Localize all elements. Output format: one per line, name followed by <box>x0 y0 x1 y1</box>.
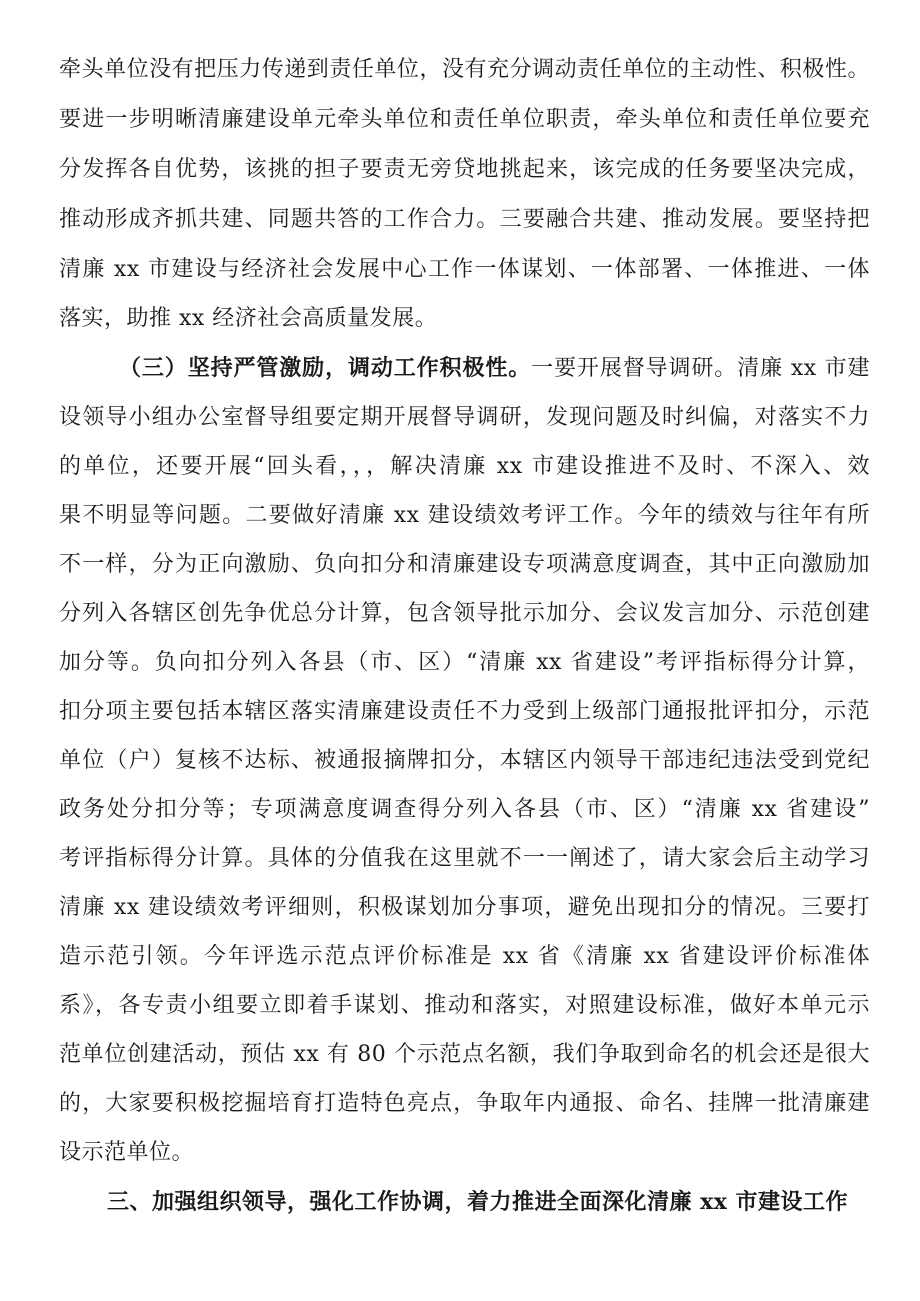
paragraph-line: 不一样，分为正向激励、负向扣分和清廉建设专项满意度调查，其中正向激励加 <box>59 552 870 577</box>
paragraph-line: 考评指标得分计算。具体的分值我在这里就不一一阐述了，请大家会后主动学习 <box>59 846 870 871</box>
subsection-heading: （三）坚持严管激励，调动工作积极性。 <box>119 355 532 381</box>
paragraph-line: 加分等。负向扣分列入各县（市、区）“清廉 xx 省建设”考评指标得分计算， <box>59 650 870 675</box>
paragraph-line: 分发挥各自优势，该挑的担子要责无旁贷地挑起来，该完成的任务要坚决完成， <box>59 157 870 182</box>
paragraph-line: 范单位创建活动，预估 xx 有 80 个示范点名额，我们争取到命名的机会还是很大 <box>59 1042 870 1067</box>
paragraph-text: 一要开展督导调研。清廉 xx 市建 <box>531 356 870 381</box>
paragraph-line: 设领导小组办公室督导组要定期开展督导调研，发现问题及时纠偏，对落实不力 <box>59 405 870 430</box>
paragraph-line: 牵头单位没有把压力传递到责任单位，没有充分调动责任单位的主动性、积极性。 <box>59 57 870 82</box>
paragraph-line: 果不明显等问题。二要做好清廉 xx 建设绩效考评工作。今年的绩效与往年有所 <box>59 503 870 528</box>
paragraph-line: 推动形成齐抓共建、同题共答的工作合力。三要融合共建、推动发展。要坚持把 <box>59 207 870 232</box>
paragraph-line: 系》，各专责小组要立即着手谋划、推动和落实，对照建设标准，做好本单元示 <box>59 993 870 1018</box>
paragraph-first-line <box>119 350 870 386</box>
paragraph-line: 的单位，还要开展“回头看，，，解决清廉 xx 市建设推进不及时、不深入、效 <box>59 454 870 479</box>
paragraph-line: 政务处分扣分等；专项满意度调查得分列入各县（市、区）“清廉 xx 省建设” <box>59 797 870 822</box>
paragraph-line: 分列入各辖区创先争优总分计算，包含领导批示加分、会议发言加分、示范创建 <box>59 601 870 626</box>
paragraph-line: 清廉 xx 建设绩效考评细则，积极谋划加分事项，避免出现扣分的情况。三要打 <box>59 895 870 920</box>
paragraph-line: 设示范单位。 <box>59 1140 195 1165</box>
section-heading: 三、加强组织领导，强化工作协调，着力推进全面深化清廉 xx 市建设工作 <box>107 1189 849 1215</box>
paragraph-line: 清廉 xx 市建设与经济社会发展中心工作一体谋划、一体部署、一体推进、一体 <box>59 257 870 282</box>
paragraph-line: 的，大家要积极挖掘培育打造特色亮点，争取年内通报、命名、挂牌一批清廉建 <box>59 1091 870 1116</box>
paragraph-line: 落实，助推 xx 经济社会高质量发展。 <box>59 306 438 331</box>
paragraph-line: 造示范引领。今年评选示范点评价标准是 xx 省《清廉 xx 省建设评价标准体 <box>59 944 870 969</box>
paragraph-line: 扣分项主要包括本辖区落实清廉建设责任不力受到上级部门通报批评扣分，示范 <box>59 699 870 724</box>
paragraph-line: 单位（户）复核不达标、被通报摘牌扣分，本辖区内领导干部违纪违法受到党纪 <box>59 748 870 773</box>
paragraph-line: 要进一步明晰清廉建设单元牵头单位和责任单位职责，牵头单位和责任单位要充 <box>59 107 870 132</box>
